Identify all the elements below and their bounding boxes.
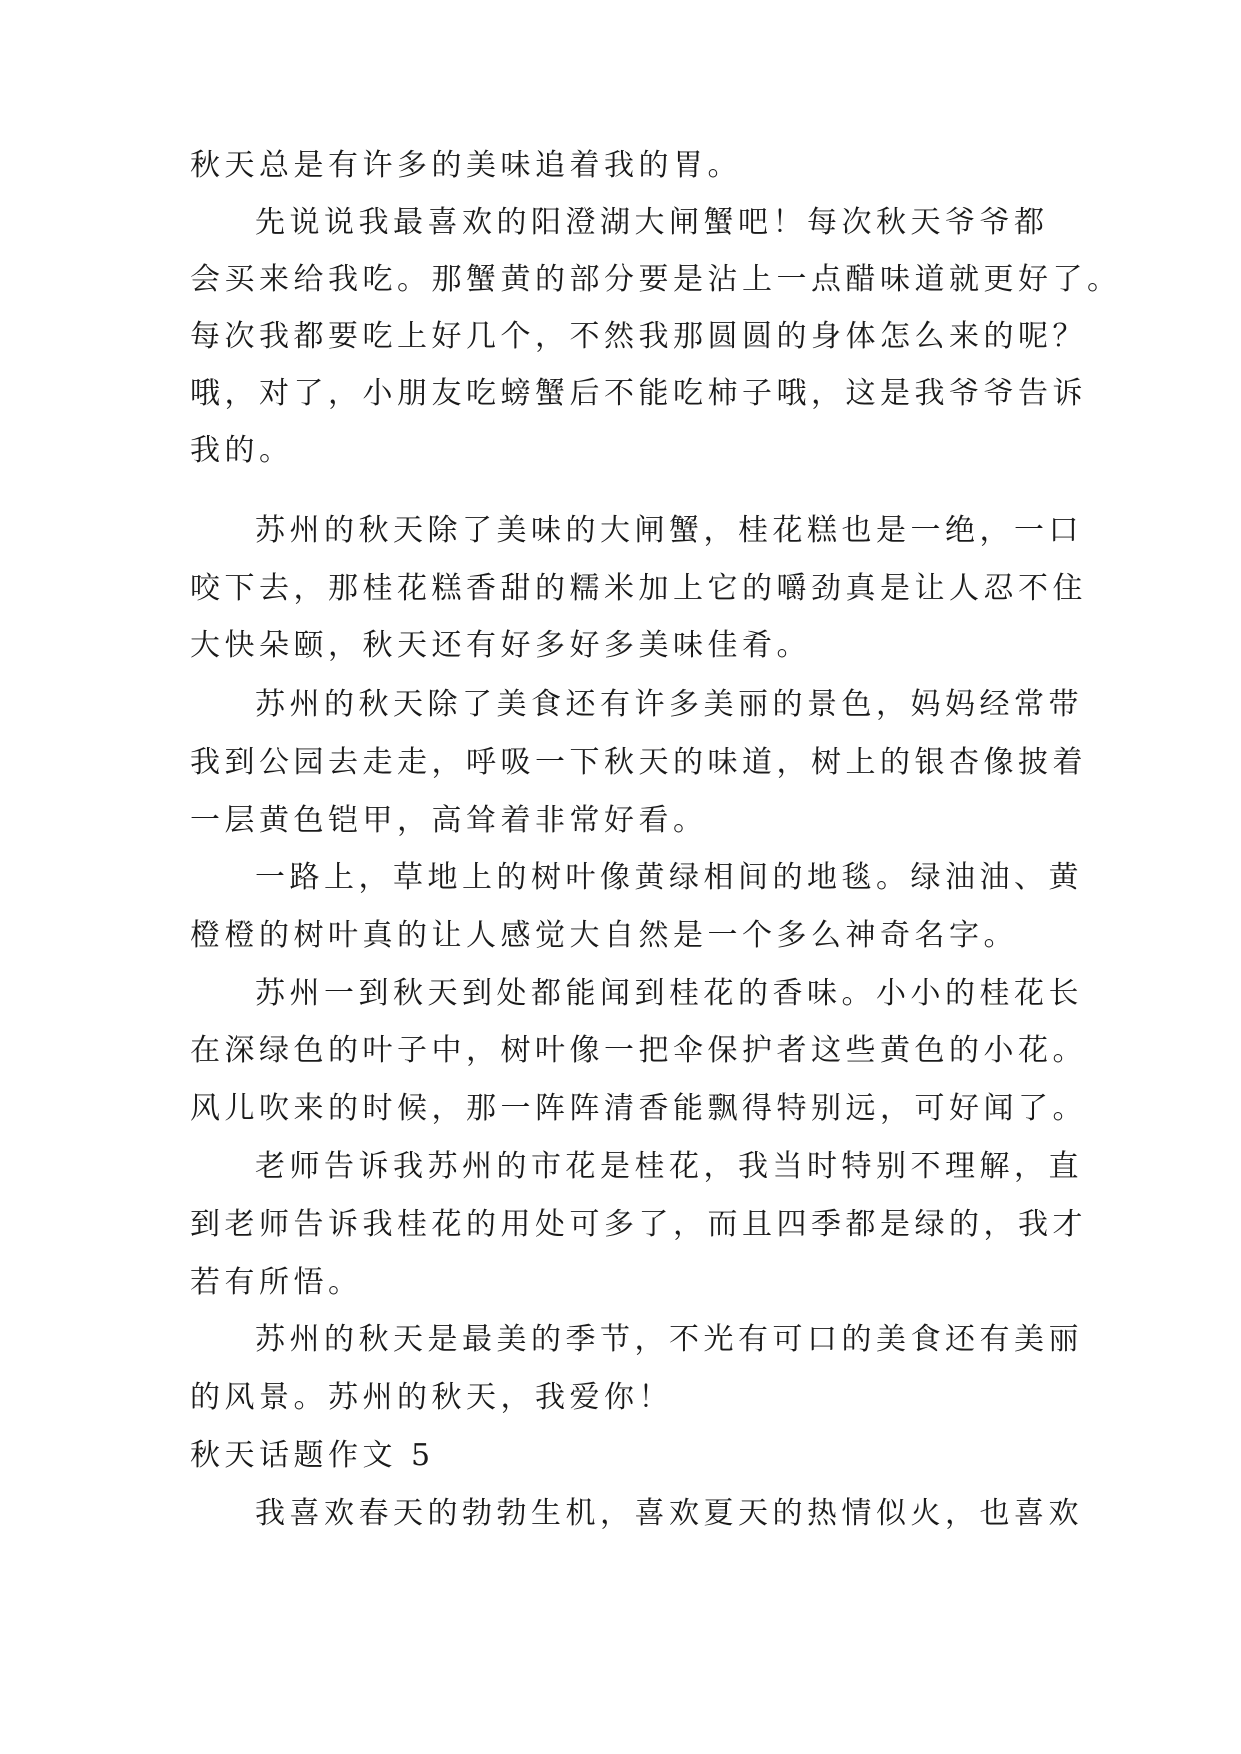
text-line: 每次我都要吃上好几个，不然我那圆圆的身体怎么来的呢？ — [190, 319, 1087, 354]
text-line: 会买来给我吃。那蟹黄的部分要是沾上一点醋味道就更好了。 — [190, 262, 1122, 297]
paragraph-first-line: 老师告诉我苏州的市花是桂花，我当时特别不理解，直 — [255, 1149, 1083, 1184]
text-line: 秋天总是有许多的美味追着我的胃。 — [190, 148, 742, 183]
text-line: 大快朵颐，秋天还有好多好多美味佳肴。 — [190, 628, 811, 663]
text-line: 的风景。苏州的秋天，我爱你！ — [190, 1380, 673, 1415]
text-line: 咬下去，那桂花糕香甜的糯米加上它的嚼劲真是让人忍不住 — [190, 571, 1087, 606]
text-line: 风儿吹来的时候，那一阵阵清香能飘得特别远，可好闻了。 — [190, 1091, 1087, 1126]
paragraph-first-line: 苏州的秋天除了美食还有许多美丽的景色，妈妈经常带 — [255, 687, 1083, 722]
text-line: 橙橙的树叶真的让人感觉大自然是一个多么神奇名字。 — [190, 918, 1018, 953]
paragraph-first-line: 苏州的秋天除了美味的大闸蟹，桂花糕也是一绝，一口 — [255, 513, 1083, 548]
text-line: 哦，对了，小朋友吃螃蟹后不能吃柿子哦，这是我爷爷告诉 — [190, 376, 1087, 411]
section-heading: 秋天话题作文 5 — [190, 1438, 435, 1473]
text-line: 我的。 — [190, 433, 294, 468]
text-line: 到老师告诉我桂花的用处可多了，而且四季都是绿的，我才 — [190, 1207, 1087, 1242]
text-line: 一层黄色铠甲，高耸着非常好看。 — [190, 803, 708, 838]
text-line: 若有所悟。 — [190, 1265, 363, 1300]
text-line: 我到公园去走走，呼吸一下秋天的味道，树上的银杏像披着 — [190, 745, 1087, 780]
paragraph-first-line: 我喜欢春天的勃勃生机，喜欢夏天的热情似火，也喜欢 — [255, 1496, 1083, 1531]
paragraph-first-line: 苏州一到秋天到处都能闻到桂花的香味。小小的桂花长 — [255, 976, 1083, 1011]
paragraph-first-line: 先说说我最喜欢的阳澄湖大闸蟹吧！每次秋天爷爷都 — [255, 205, 1049, 240]
text-line: 在深绿色的叶子中，树叶像一把伞保护者这些黄色的小花。 — [190, 1033, 1087, 1068]
paragraph-first-line: 一路上，草地上的树叶像黄绿相间的地毯。绿油油、黄 — [255, 860, 1083, 895]
paragraph-first-line: 苏州的秋天是最美的季节，不光有可口的美食还有美丽 — [255, 1322, 1083, 1357]
